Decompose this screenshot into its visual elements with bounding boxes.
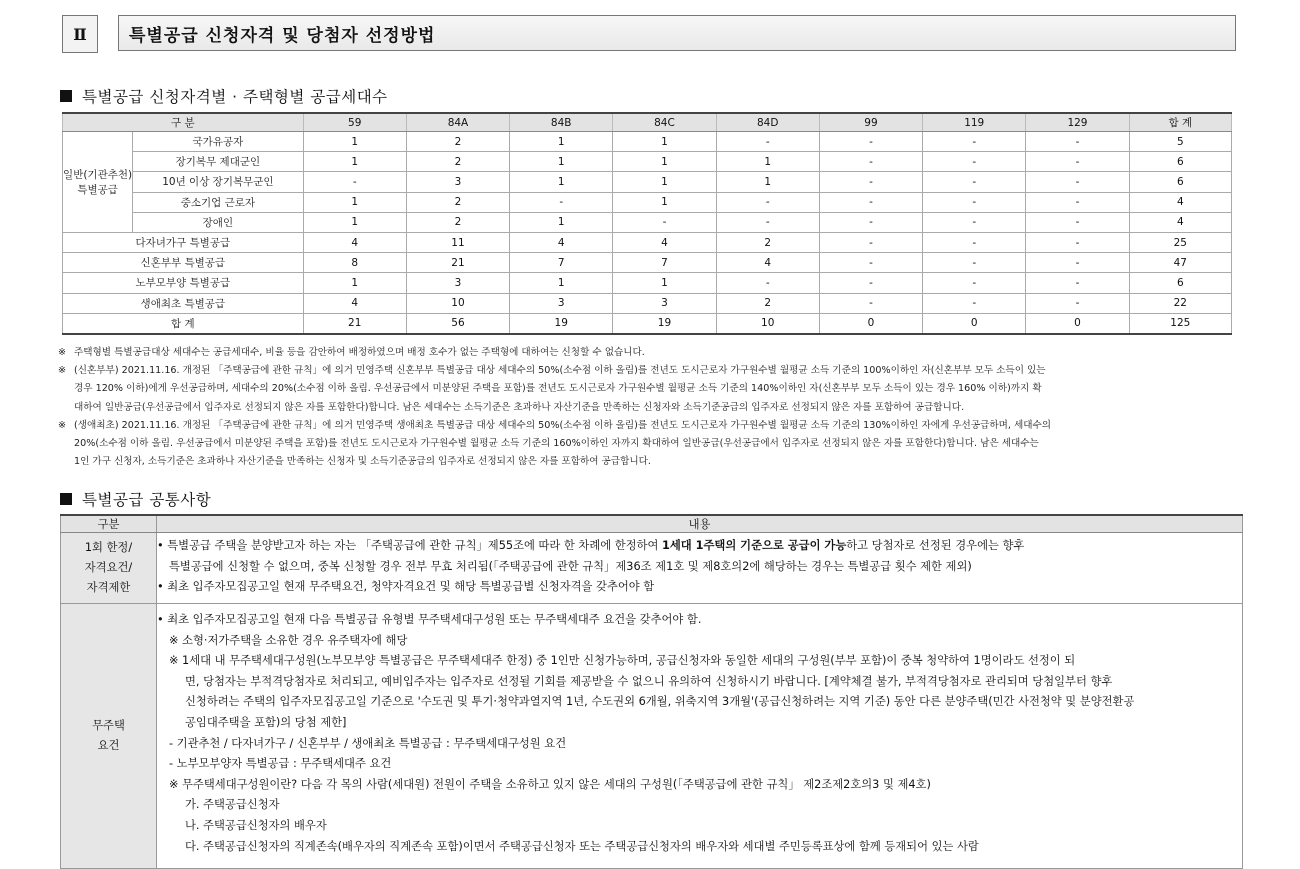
- table-cell: 6: [1129, 273, 1231, 293]
- note-item: [58, 417, 1244, 472]
- row-label: 중소기업 근로자: [133, 192, 303, 212]
- row-label: 합 계: [63, 313, 304, 334]
- note-line: 주택형별 특별공급대상 세대수는 공급세대수, 비율 등을 감안하여 배정하였으며 배정 호수가 없는 주택형에 대하여는 신청할 수 없습니다.: [74, 347, 645, 358]
- table-cell: -: [819, 232, 922, 252]
- table-cell: 47: [1129, 253, 1231, 273]
- group-label-line: 특별공급: [77, 183, 118, 196]
- table-cell: 4: [510, 232, 613, 252]
- square-bullet-icon: [60, 493, 72, 505]
- notes-block: [58, 344, 1244, 471]
- table-cell: -: [1026, 212, 1129, 232]
- row-label: 장기복무 제대군인: [133, 152, 303, 172]
- emphasis-text: 1세대 1주택의 기준으로 공급이 가능: [662, 539, 847, 552]
- content-line: 신청하려는 주택의 입주자모집공고일 기준으로 '수도권 및 투기·청약과열지역 1년, 수도권외 6개월, 위축지역 3개월'(공급신청하려는 지역 기준) 동안 다른 분양주택(민간 사전청약 및 분양전환공: [185, 695, 1135, 709]
- table-cell: 1: [303, 152, 406, 172]
- table-cell: 11: [406, 232, 509, 252]
- table-cell: 2: [406, 132, 509, 152]
- table-cell: 3: [613, 293, 716, 313]
- table-cell: 1: [613, 192, 716, 212]
- note-mark-icon: ※: [58, 419, 67, 431]
- row-label-line: 1회 한정/: [84, 541, 133, 554]
- table-cell: -: [819, 152, 922, 172]
- table-cell: -: [923, 132, 1026, 152]
- row-label: [61, 533, 157, 604]
- table-cell: 4: [716, 253, 819, 273]
- table-row: [63, 132, 1232, 152]
- col-header: 84B: [510, 113, 613, 132]
- row-label: 생애최초 특별공급: [63, 293, 304, 313]
- row-label-line: 자격제한: [86, 581, 131, 594]
- col-header: 84D: [716, 113, 819, 132]
- table-cell: 3: [406, 172, 509, 192]
- table-cell: -: [716, 273, 819, 293]
- table-cell: 4: [1129, 212, 1231, 232]
- table-cell: 2: [406, 212, 509, 232]
- row-label: 신혼부부 특별공급: [63, 253, 304, 273]
- table-row: [63, 313, 1232, 334]
- table-cell: -: [1026, 152, 1129, 172]
- table-cell: 1: [303, 273, 406, 293]
- table2-heading-text: 특별공급 공통사항: [82, 491, 212, 509]
- content-line: 면, 당첨자는 부적격당첨자로 처리되고, 예비입주자는 입주자로 선정될 기회를 제공받을 수 없으니 유의하여 신청하시기 바랍니다. [계약체결 불가, 부적격당첨자로 관리되며 당첨일부터 향후: [185, 674, 1113, 688]
- table-cell: 1: [510, 152, 613, 172]
- col-header: 84C: [613, 113, 716, 132]
- row-label: 국가유공자: [133, 132, 303, 152]
- col-header: 구분: [61, 515, 157, 533]
- section-title: 특별공급 신청자격 및 당첨자 선정방법: [129, 25, 436, 46]
- table-cell: -: [819, 192, 922, 212]
- text-span: • 특별공급 주택을 분양받고자 하는 자는 「주택공급에 관한 규칙」제55조에 따라 한 차례에 한정하여: [157, 539, 663, 552]
- table-cell: -: [819, 212, 922, 232]
- table-cell: -: [1026, 273, 1129, 293]
- content-line: 나. 주택공급신청자의 배우자: [185, 818, 327, 832]
- note-line: 20%(소수점 이하 올림. 우선공급에서 미분양된 주택을 포함)를 전년도 도시근로자 가구원수별 월평균 소득 기준의 160%이하인 자까지 확대하여 일반공급(우선공급에서 입주자로 선정되지 않은 자를 포함한다)합니다. 남은 세대수는: [74, 438, 1039, 450]
- note-line: 경우 120% 이하)에게 우선공급하며, 세대수의 20%(소수점 이하 올림. 우선공급에서 미분양된 주택을 포함)를 전년도 도시근로자 가구원수별 월평균 소득 기준의 140%이하인 자(신혼부부 모두 소득이 있는 경우 160% 이하)까지 확: [74, 383, 1042, 395]
- section-header: [62, 15, 1240, 53]
- row-label: [61, 604, 157, 869]
- table-cell: -: [923, 253, 1026, 273]
- note-line: (생애최초) 2021.11.16. 개정된 「주택공급에 관한 규칙」에 의거 민영주택 생애최초 특별공급 대상 세대수의 50%(소수점 이하 올림)를 전년도 도시근로자 가구원수별 월평균 소득 기준의 130%이하인 자에게 우선공급하며, 세대수의: [74, 419, 1052, 431]
- table2-heading: [60, 488, 211, 510]
- table-row: [61, 604, 1243, 869]
- col-header: 99: [819, 113, 922, 132]
- table-row: [63, 232, 1232, 252]
- content-line: • 최초 입주자모집공고일 현재 무주택요건, 청약자격요건 및 해당 특별공급별 신청자격을 갖추어야 함: [157, 580, 655, 594]
- col-header: 내용: [157, 515, 1243, 533]
- table-cell: -: [716, 132, 819, 152]
- table-cell: -: [1026, 232, 1129, 252]
- table-cell: 21: [303, 313, 406, 334]
- table-cell: -: [716, 192, 819, 212]
- table-cell: 6: [1129, 172, 1231, 192]
- table-cell: 4: [303, 232, 406, 252]
- table-cell: 1: [303, 192, 406, 212]
- content-line: 가. 주택공급신청자: [185, 798, 280, 812]
- table-cell: 125: [1129, 313, 1231, 334]
- table-row: [63, 253, 1232, 273]
- row-content: [157, 533, 1243, 604]
- table1-heading: [60, 85, 388, 107]
- table-cell: 1: [510, 132, 613, 152]
- content-line: • 최초 입주자모집공고일 현재 다음 특별공급 유형별 무주택세대구성원 또는 무주택세대주 요건을 갖추어야 함.: [157, 613, 702, 626]
- content-line: ※ 무주택세대구성원이란? 다음 각 목의 사람(세대원) 전원이 주택을 소유하고 있지 않은 세대의 구성원(「주택공급에 관한 규칙」 제2조제2호의3 및 제4호): [169, 777, 931, 791]
- col-header: 84A: [406, 113, 509, 132]
- table-row: [63, 192, 1232, 212]
- table-cell: -: [510, 192, 613, 212]
- table-cell: 10: [716, 313, 819, 334]
- note-line: 대하여 일반공급(우선공급에서 입주자로 선정되지 않은 자를 포함한다)합니다. 남은 세대수는 소득기준은 초과하나 자산기준을 만족하는 신청자와 소득기준공급의 입주자로 선정되지 않은 자를 포함하여 공급합니다.: [74, 401, 965, 413]
- table-row: [63, 293, 1232, 313]
- table-cell: -: [819, 172, 922, 192]
- row-label-line: 무주택: [92, 719, 125, 732]
- table-cell: 56: [406, 313, 509, 334]
- table-cell: 1: [716, 152, 819, 172]
- table-cell: 0: [819, 313, 922, 334]
- table-cell: 1: [716, 172, 819, 192]
- table-cell: 25: [1129, 232, 1231, 252]
- square-bullet-icon: [60, 90, 72, 102]
- table-cell: 4: [1129, 192, 1231, 212]
- content-line: - 기관추천 / 다자녀가구 / 신혼부부 / 생애최초 특별공급 : 무주택세대구성원 요건: [169, 736, 567, 750]
- table-row: [63, 273, 1232, 293]
- table-row: [61, 533, 1243, 604]
- table-cell: 0: [923, 313, 1026, 334]
- table-cell: 7: [510, 253, 613, 273]
- table-cell: -: [923, 172, 1026, 192]
- table-cell: 6: [1129, 152, 1231, 172]
- content-line: 다. 주택공급신청자의 직계존속(배우자의 직계존속 포함)이면서 주택공급신청자 또는 주택공급신청자의 배우자와 세대별 주민등록표상에 함께 등재되어 있는 사람: [185, 839, 979, 853]
- table-cell: 8: [303, 253, 406, 273]
- content-line: [157, 536, 1242, 557]
- table-cell: 1: [510, 273, 613, 293]
- table-cell: 1: [303, 212, 406, 232]
- table-cell: -: [923, 232, 1026, 252]
- note-item: [58, 344, 1244, 362]
- row-label: 노부모부양 특별공급: [63, 273, 304, 293]
- note-line: (신혼부부) 2021.11.16. 개정된 「주택공급에 관한 규칙」에 의거 민영주택 신혼부부 특별공급 대상 세대수의 50%(소수점 이하 올림)를 전년도 도시근로자 가구원수별 월평균 소득 기준의 100%이하인 자(신혼부부 모두 소득이 있는: [74, 365, 1046, 377]
- table-cell: 1: [303, 132, 406, 152]
- table-cell: -: [1026, 192, 1129, 212]
- group-label-line: 일반(기관추천): [63, 168, 133, 181]
- group-label: [63, 132, 133, 233]
- table-cell: -: [819, 273, 922, 293]
- table-cell: 7: [613, 253, 716, 273]
- table-cell: 21: [406, 253, 509, 273]
- content-line: 공임대주택을 포함)의 당첨 제한]: [185, 715, 347, 729]
- table-cell: 2: [716, 293, 819, 313]
- content-line: ※ 소형·저가주택을 소유한 경우 유주택자에 해당: [169, 633, 408, 647]
- table-cell: 4: [303, 293, 406, 313]
- table-cell: 19: [510, 313, 613, 334]
- note-line: 1인 가구 신청자, 소득기준은 초과하나 자산기준을 만족하는 신청자 및 소득기준공급의 입주자로 선정되지 않은 자를 포함하여 공급합니다.: [74, 456, 651, 468]
- table-cell: 10: [406, 293, 509, 313]
- table-cell: -: [923, 212, 1026, 232]
- table-cell: 2: [406, 192, 509, 212]
- content-line: ※ 1세대 내 무주택세대구성원(노부모부양 특별공급은 무주택세대주 한정) 중 1인만 신청가능하며, 공급신청자와 동일한 세대의 구성원(부부 포함)이 중복 청약하여 1명이라도 선정이 되: [169, 654, 1076, 668]
- table-cell: -: [819, 253, 922, 273]
- table-cell: 0: [1026, 313, 1129, 334]
- table-cell: -: [613, 212, 716, 232]
- table-cell: -: [923, 293, 1026, 313]
- table-cell: 1: [613, 132, 716, 152]
- table-row: [63, 152, 1232, 172]
- table-cell: 1: [613, 172, 716, 192]
- table-cell: -: [1026, 253, 1129, 273]
- table-cell: 1: [613, 152, 716, 172]
- table-cell: -: [819, 293, 922, 313]
- table-cell: -: [303, 172, 406, 192]
- note-item: [58, 362, 1244, 417]
- note-mark-icon: ※: [58, 347, 67, 358]
- table-cell: -: [923, 192, 1026, 212]
- table-row: [63, 212, 1232, 232]
- content-line: - 노부모부양자 특별공급 : 무주택세대주 요건: [169, 757, 392, 771]
- common-requirements-table: [60, 514, 1243, 869]
- col-header: 구 분: [63, 113, 304, 132]
- table-cell: 3: [510, 293, 613, 313]
- row-label: 다자녀가구 특별공급: [63, 232, 304, 252]
- table-cell: 1: [613, 273, 716, 293]
- col-header: 합 계: [1129, 113, 1231, 132]
- table-cell: 4: [613, 232, 716, 252]
- table-cell: 5: [1129, 132, 1231, 152]
- table-cell: 22: [1129, 293, 1231, 313]
- table-cell: 2: [716, 232, 819, 252]
- table-cell: -: [1026, 132, 1129, 152]
- table-cell: 1: [510, 172, 613, 192]
- note-mark-icon: ※: [58, 365, 67, 377]
- table-cell: 2: [406, 152, 509, 172]
- section-title-box: [118, 15, 1236, 51]
- table-cell: 19: [613, 313, 716, 334]
- supply-count-table: [62, 112, 1232, 335]
- row-label-line: 요건: [97, 739, 120, 752]
- row-label: 10년 이상 장기복무군인: [133, 172, 303, 192]
- table-row: [63, 172, 1232, 192]
- table1-heading-text: 특별공급 신청자격별 · 주택형별 공급세대수: [82, 88, 388, 106]
- table-cell: -: [1026, 293, 1129, 313]
- row-label-line: 자격요건/: [84, 561, 133, 574]
- table-cell: -: [923, 273, 1026, 293]
- text-span: 하고 당첨자로 선정된 경우에는 향후: [846, 539, 1025, 552]
- table-cell: -: [923, 152, 1026, 172]
- table2-header-row: [61, 515, 1243, 533]
- table-cell: -: [1026, 172, 1129, 192]
- col-header: 119: [923, 113, 1026, 132]
- table-cell: -: [819, 132, 922, 152]
- row-content: [157, 604, 1243, 869]
- col-header: 59: [303, 113, 406, 132]
- table-cell: 1: [510, 212, 613, 232]
- col-header: 129: [1026, 113, 1129, 132]
- row-label: 장애인: [133, 212, 303, 232]
- table1-header-row: [63, 113, 1232, 132]
- content-line: 특별공급에 신청할 수 없으며, 중복 신청할 경우 전부 무효 처리됨(「주택공급에 관한 규칙」제36조 제1호 및 제8호의2에 해당하는 경우는 특별공급 횟수 제한 제외): [169, 559, 972, 573]
- table-cell: -: [716, 212, 819, 232]
- table-cell: 3: [406, 273, 509, 293]
- section-number: Ⅱ: [62, 15, 98, 53]
